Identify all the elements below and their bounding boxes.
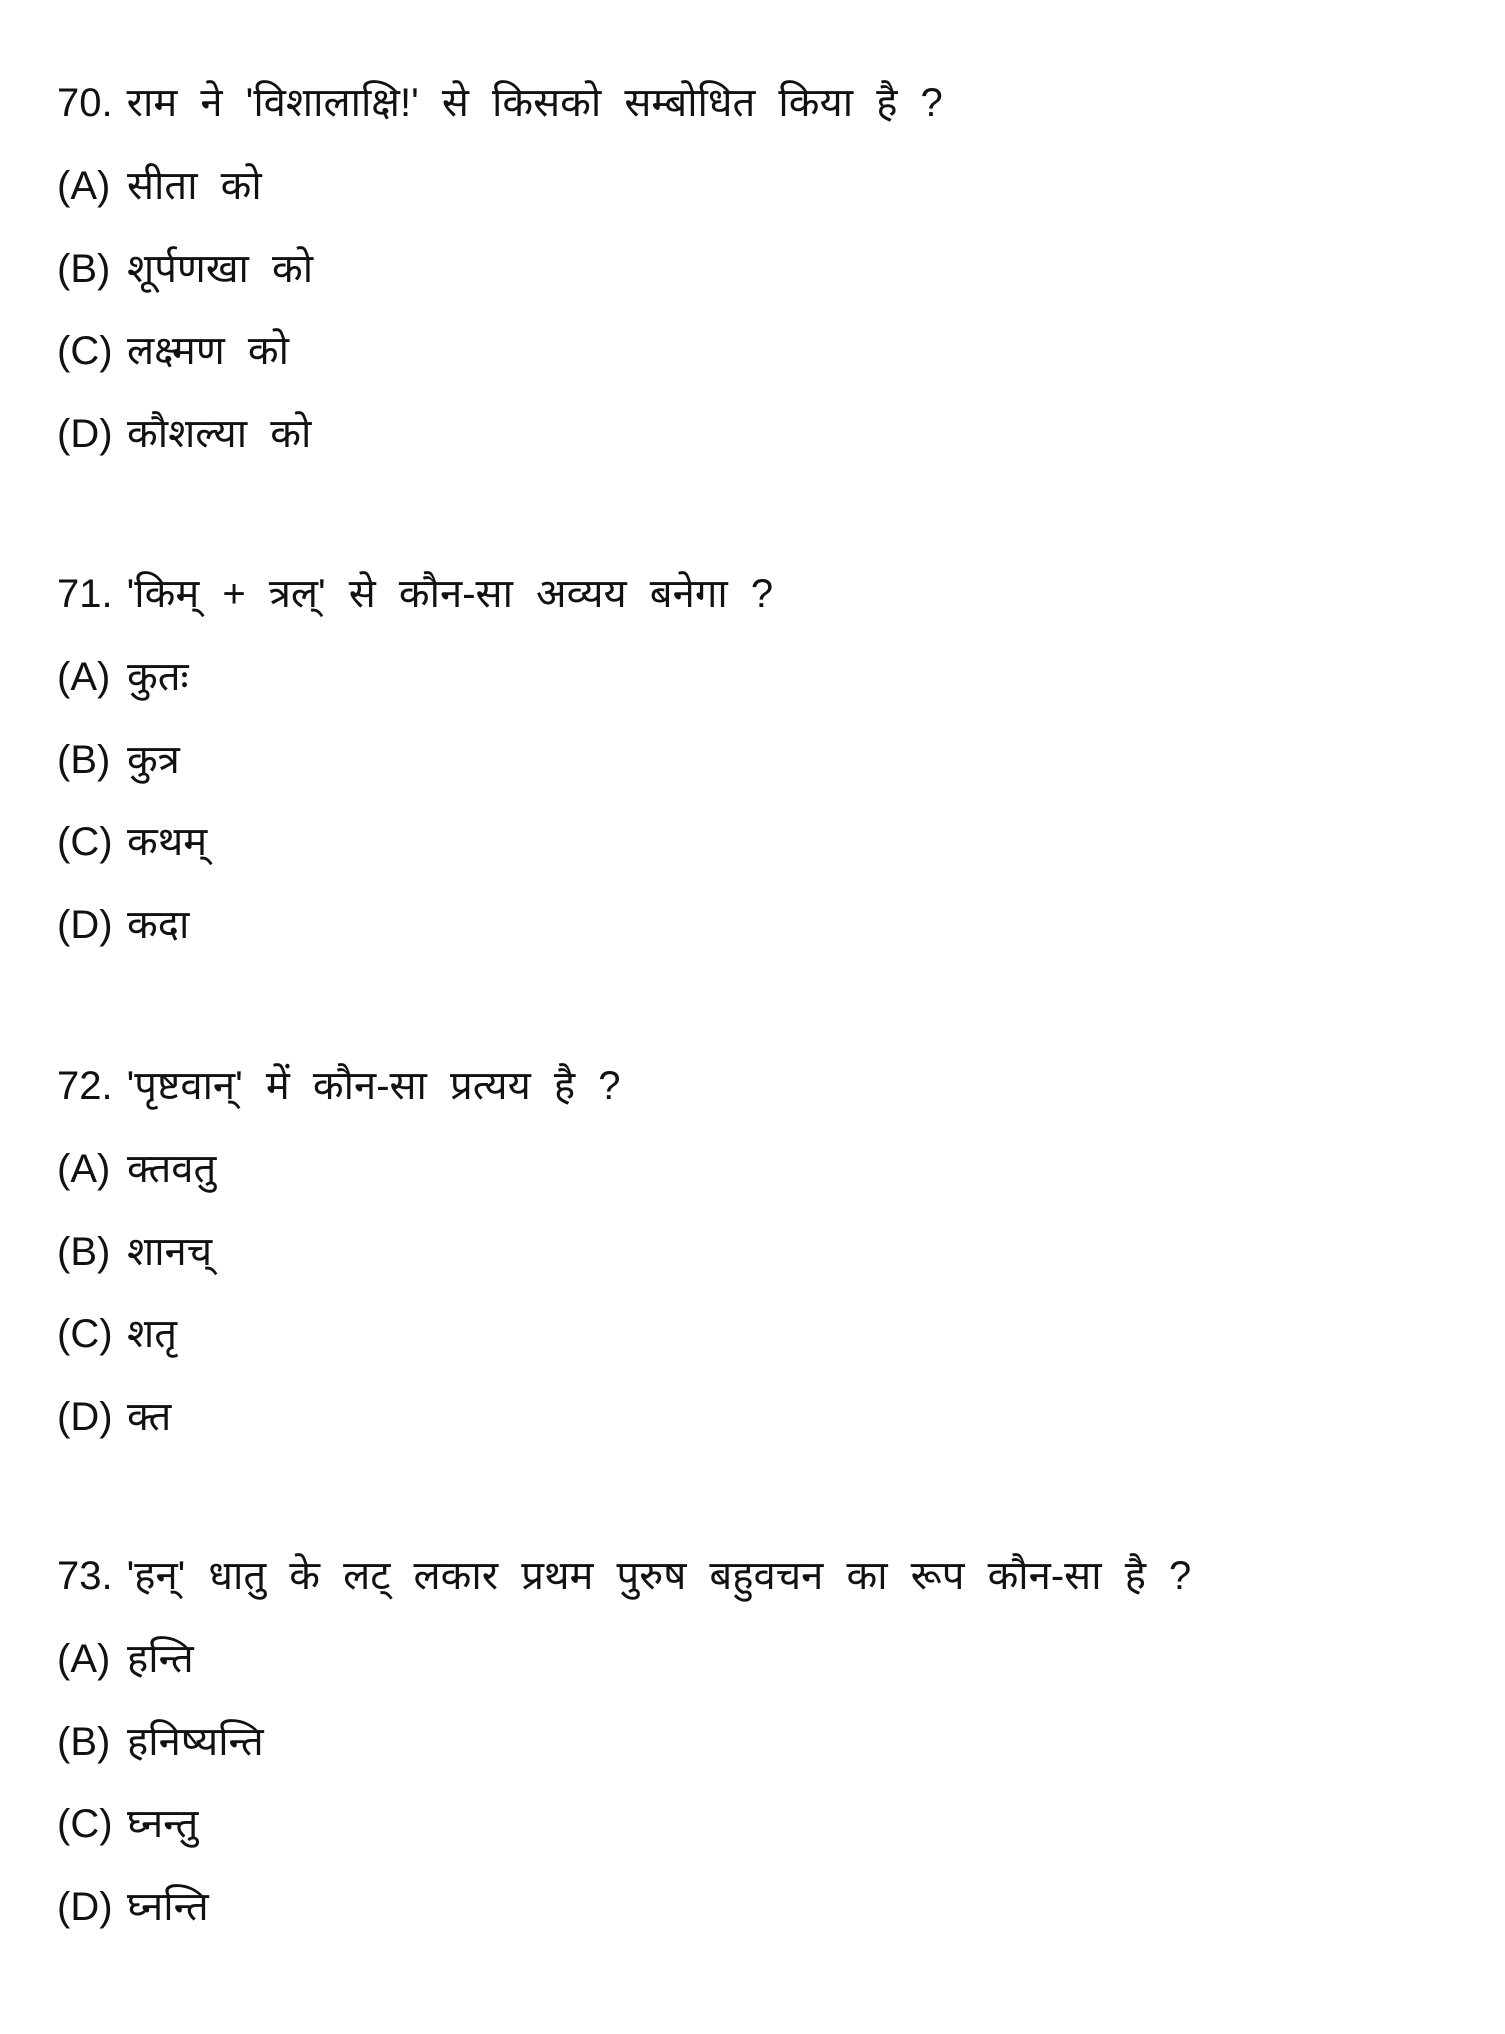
option-label: (D)	[57, 903, 113, 947]
option-label: (A)	[57, 1637, 111, 1681]
option-label: (B)	[57, 1230, 111, 1274]
question-text: राम ने 'विशालाक्षि!' से किसको सम्बोधित किया है ?	[126, 81, 943, 125]
option-c	[57, 1309, 177, 1359]
option-label: (C)	[57, 820, 113, 864]
option-c	[57, 326, 289, 376]
option-text: सीता को	[127, 164, 262, 208]
option-label: (B)	[57, 247, 111, 291]
question-number: 70.	[57, 81, 113, 125]
option-label: (C)	[57, 1802, 113, 1846]
question-text-line	[57, 78, 943, 128]
question-number: 72.	[57, 1064, 113, 1108]
option-label: (A)	[57, 655, 111, 699]
question-text-line	[57, 1551, 1191, 1601]
option-text: क्तवतु	[127, 1147, 217, 1191]
option-text: कदा	[127, 903, 190, 947]
option-b	[57, 735, 180, 785]
option-label: (B)	[57, 1720, 111, 1764]
option-d	[57, 900, 189, 950]
option-label: (A)	[57, 164, 111, 208]
option-a	[57, 1634, 194, 1684]
option-text: लक्ष्मण को	[127, 329, 289, 373]
option-d	[57, 409, 311, 459]
option-label: (C)	[57, 1312, 113, 1356]
option-label: (D)	[57, 412, 113, 456]
option-text: कौशल्या को	[127, 412, 312, 456]
option-c	[57, 817, 207, 867]
option-label: (D)	[57, 1885, 113, 1929]
option-text: शतृ	[127, 1312, 177, 1356]
question-text: 'पृष्टवान्' में कौन-सा प्रत्यय है ?	[126, 1064, 621, 1108]
option-text: कुतः	[127, 655, 189, 699]
option-text: कुत्र	[127, 738, 180, 782]
option-b	[57, 1717, 264, 1767]
option-d	[57, 1882, 209, 1932]
option-text: शूर्पणखा को	[127, 247, 314, 291]
question-number: 71.	[57, 572, 113, 616]
option-d	[57, 1392, 171, 1442]
option-a	[57, 161, 262, 211]
option-label: (A)	[57, 1147, 111, 1191]
option-text: क्त	[127, 1395, 172, 1439]
option-text: घ्नन्ति	[127, 1885, 209, 1929]
option-label: (D)	[57, 1395, 113, 1439]
option-text: शानच्	[127, 1230, 213, 1274]
option-label: (C)	[57, 329, 113, 373]
option-text: हनिष्यन्ति	[127, 1720, 264, 1764]
option-label: (B)	[57, 738, 111, 782]
option-b	[57, 244, 313, 294]
option-text: घ्नन्तु	[127, 1802, 199, 1846]
question-text-line	[57, 569, 773, 619]
option-text: हन्ति	[127, 1637, 194, 1681]
question-text: 'हन्' धातु के लट् लकार प्रथम पुरुष बहुवचन का रूप कौन-सा है ?	[126, 1554, 1192, 1598]
option-a	[57, 652, 189, 702]
question-number: 73.	[57, 1554, 113, 1598]
option-b	[57, 1227, 212, 1277]
question-text: 'किम् + त्रल्' से कौन-सा अव्यय बनेगा ?	[126, 572, 774, 616]
option-c	[57, 1799, 198, 1849]
option-a	[57, 1144, 216, 1194]
option-text: कथम्	[127, 820, 208, 864]
question-text-line	[57, 1061, 621, 1111]
